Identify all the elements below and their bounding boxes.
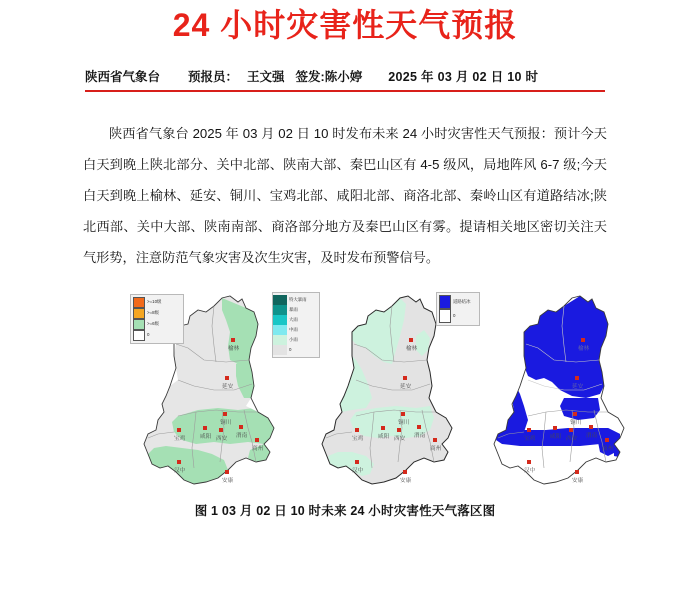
province-base (468, 286, 654, 491)
svg-text:铜川: 铜川 (398, 419, 410, 426)
svg-text:安康: 安康 (572, 477, 584, 484)
legend-swatch (133, 330, 145, 341)
svg-text:咸阳: 咸阳 (200, 433, 212, 440)
byline (85, 67, 605, 90)
legend-label: 0 (289, 346, 292, 352)
forecast-paragraph: 陕西省气象台 2025 年 03 月 02 日 10 时发布未来 24 小时灾害性天气预报：预计今天白天到晚上陕北部分、关中北部、陕南大部、秦巴山区有 4-5 级风，局地阵风 6-7 级;今天白天到晚上榆林、延安、铜川、宝鸡北部、咸阳北部、商洛北部、秦岭山区有道路结冰;陕北西部、关中大部、陕南南部、商洛部分地方及秦巴山区有雾。提请相关地区密切关注天气形势，注意防范气象灾害及次生灾害，及时发布预警信号。 (83, 125, 607, 265)
legend-row (273, 345, 317, 355)
svg-text:汉中: 汉中 (524, 467, 536, 474)
legend-row (273, 325, 317, 335)
svg-text:西安: 西安 (566, 435, 578, 442)
svg-text:延安: 延安 (400, 383, 412, 390)
svg-text:宝鸡: 宝鸡 (524, 435, 536, 442)
byline-forecaster-label: 预报员： (188, 70, 239, 84)
svg-text:西安: 西安 (394, 435, 406, 442)
shaanxi-map-ice (468, 286, 654, 491)
legend-label: 特大暴雨 (289, 296, 307, 302)
page-title: 24 小时灾害性天气预报 (172, 7, 518, 43)
svg-text:咸阳: 咸阳 (378, 433, 390, 440)
svg-text:铜川: 铜川 (220, 419, 232, 426)
legend-label: 小雨 (289, 336, 298, 342)
legend-label: >=8级 (147, 310, 159, 316)
figure-maps (0, 286, 690, 491)
svg-text:汉中: 汉中 (352, 467, 364, 474)
legend-label: 道路结冰 (453, 298, 471, 304)
legend-wind (130, 294, 184, 344)
svg-text:宝鸡: 宝鸡 (352, 435, 364, 442)
legend-label: 暴雨 (289, 306, 298, 312)
svg-text:宝鸡: 宝鸡 (174, 435, 186, 442)
svg-text:咸阳: 咸阳 (550, 433, 562, 440)
legend-swatch (273, 345, 287, 355)
svg-text:渭南: 渭南 (586, 432, 598, 439)
legend-row (133, 297, 181, 308)
legend-label: 中雨 (289, 326, 298, 332)
byline-datetime: 2025 年 03 月 02 日 10 时 (388, 70, 539, 84)
legend-label: >=6级 (147, 321, 159, 327)
legend-road-ice (436, 292, 480, 326)
svg-text:榆林: 榆林 (228, 345, 240, 352)
svg-text:渭南: 渭南 (236, 432, 248, 439)
legend-label: >=10级 (147, 299, 162, 305)
legend-swatch (273, 315, 287, 325)
byline-block (85, 41, 605, 92)
svg-text:榆林: 榆林 (578, 345, 590, 352)
legend-row (133, 308, 181, 319)
legend-row (273, 315, 317, 325)
legend-row (439, 295, 477, 309)
legend-swatch (133, 308, 145, 319)
svg-text:汉中: 汉中 (174, 467, 186, 474)
figure-caption: 图 1 03 月 02 日 10 时未来 24 小时灾害性天气落区图 (194, 503, 496, 518)
legend-swatch (133, 297, 145, 308)
svg-text:商州: 商州 (602, 445, 614, 452)
byline-office: 陕西省气象台 (85, 70, 161, 84)
legend-swatch (133, 319, 145, 330)
legend-label: 0 (147, 332, 150, 338)
legend-row (439, 309, 477, 323)
legend-row (273, 295, 317, 305)
legend-label: 0 (453, 312, 456, 318)
byline-signer: 签发:陈小婷 (295, 70, 363, 84)
legend-row (273, 305, 317, 315)
legend-swatch (439, 295, 451, 309)
legend-row (133, 319, 181, 330)
svg-text:渭南: 渭南 (414, 432, 426, 439)
legend-swatch (439, 309, 451, 323)
svg-text:延安: 延安 (572, 383, 584, 390)
svg-text:商州: 商州 (252, 445, 264, 452)
legend-swatch (273, 305, 287, 315)
legend-swatch (273, 295, 287, 305)
svg-text:商州: 商州 (430, 445, 442, 452)
svg-text:榆林: 榆林 (406, 345, 418, 352)
legend-row (273, 335, 317, 345)
byline-forecaster-name: 王文强 (247, 70, 285, 84)
svg-text:西安: 西安 (216, 435, 228, 442)
legend-precipitation (272, 292, 320, 358)
svg-text:延安: 延安 (222, 383, 234, 390)
map-panel-road-ice (453, 286, 654, 491)
body-block (83, 92, 607, 273)
svg-text:铜川: 铜川 (570, 419, 582, 426)
legend-swatch (273, 335, 287, 345)
legend-row (133, 330, 181, 341)
svg-text:安康: 安康 (222, 477, 234, 484)
svg-text:安康: 安康 (400, 477, 412, 484)
legend-swatch (273, 325, 287, 335)
legend-label: 大雨 (289, 316, 298, 322)
